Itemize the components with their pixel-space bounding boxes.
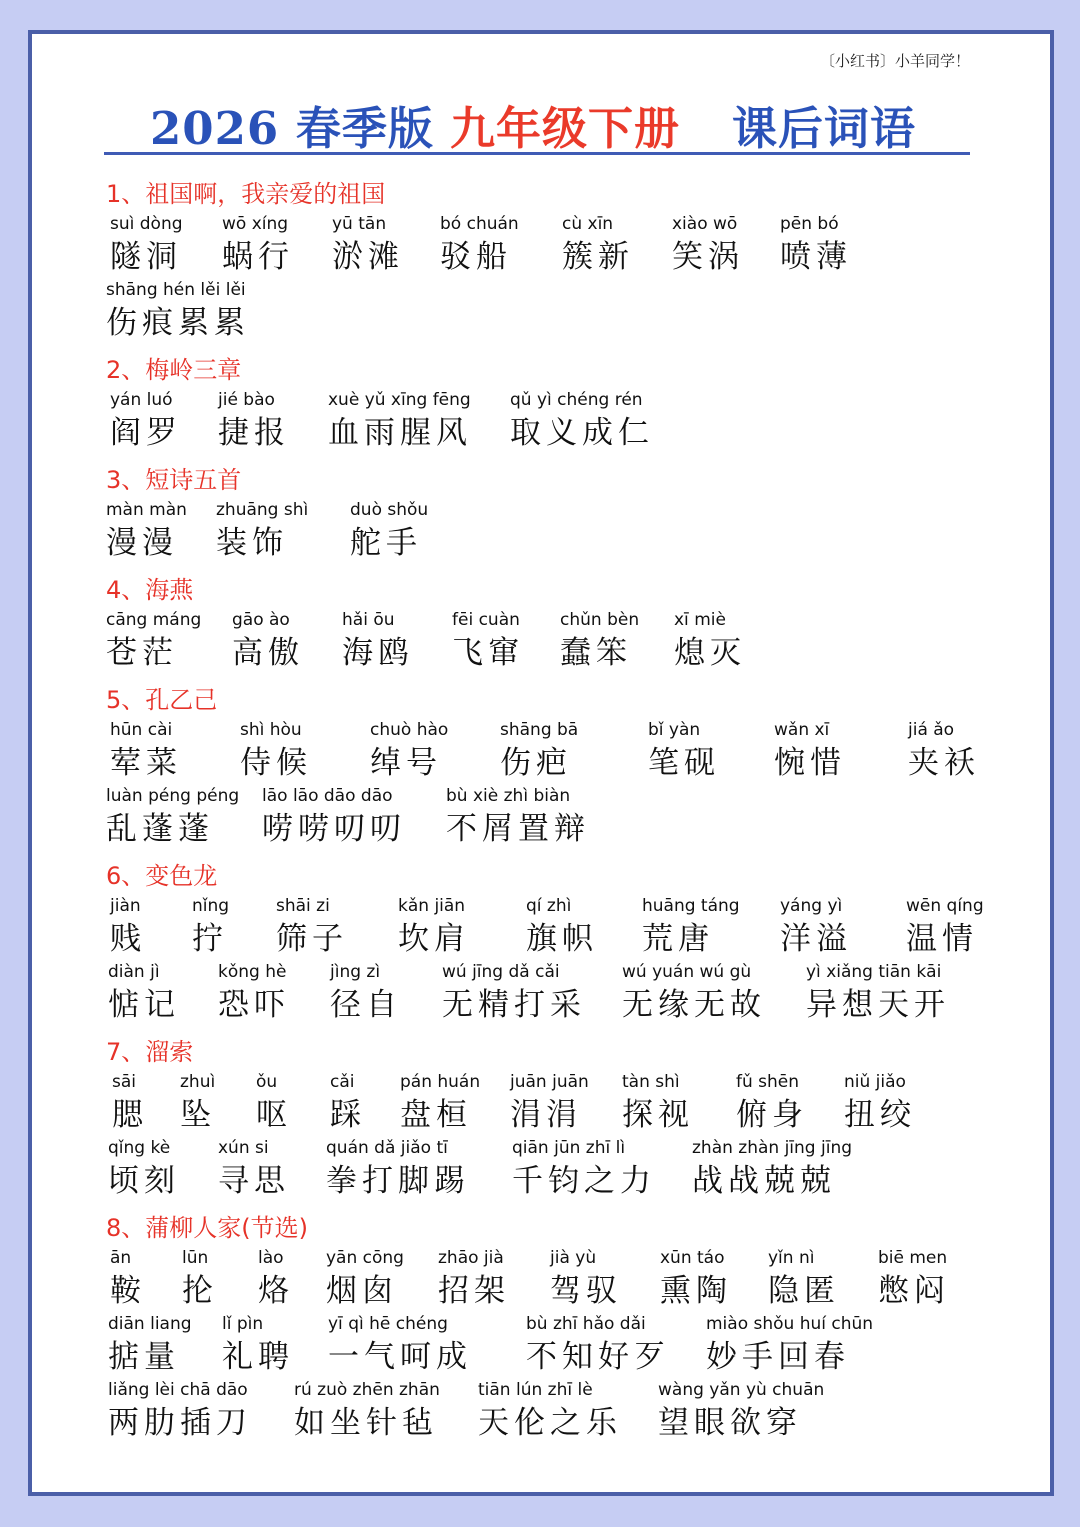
vocab-word [342, 610, 414, 672]
pinyin: yī qì hē chéng [328, 1314, 448, 1334]
pinyin: luàn péng péng [106, 786, 240, 806]
vocab-word [326, 1248, 404, 1310]
chinese-word: 鞍 [110, 1273, 146, 1309]
pinyin: lāo lāo dāo dāo [262, 786, 393, 806]
title-edition: 2026 春季版 [150, 102, 434, 155]
chinese-word: 洋溢 [780, 921, 852, 957]
chinese-word: 千钧之力 [512, 1163, 656, 1199]
pinyin: cù xīn [562, 214, 614, 234]
vocab-word [642, 896, 740, 958]
chinese-word: 礼聘 [222, 1339, 294, 1375]
pinyin: qiān jūn zhī lì [512, 1138, 626, 1158]
vocab-word [110, 214, 183, 276]
vocab-word [240, 720, 312, 782]
vocab-word [110, 1248, 146, 1310]
pinyin: wǎn xī [774, 720, 830, 740]
pinyin: biē men [878, 1248, 948, 1268]
chinese-word: 荒唐 [642, 921, 714, 957]
chinese-word: 掂量 [108, 1339, 180, 1375]
chinese-word: 侍候 [240, 745, 312, 781]
chinese-word: 坎肩 [398, 921, 470, 957]
vocab-word [906, 896, 984, 958]
vocab-word [218, 1138, 290, 1200]
vocab-word [106, 786, 239, 848]
pinyin: lǐ pìn [222, 1314, 264, 1334]
chinese-word: 妙手回春 [706, 1339, 850, 1375]
vocab-word [510, 390, 654, 452]
page-title [104, 92, 970, 155]
chinese-word: 笑涡 [672, 239, 744, 275]
vocab-word [440, 214, 519, 276]
vocab-word [774, 720, 846, 782]
vocab-word [106, 500, 187, 562]
pinyin: wú yuán wú gù [622, 962, 752, 982]
chinese-word: 拧 [192, 921, 228, 957]
pinyin: xuè yǔ xīng fēng [328, 390, 471, 410]
vocab-word [660, 1248, 732, 1310]
pinyin: jìng zì [330, 962, 381, 982]
vocab-word [478, 1380, 622, 1442]
pinyin: wú jīng dǎ cǎi [442, 962, 560, 982]
chinese-word: 取义成仁 [510, 415, 654, 451]
vocab-word [908, 720, 980, 782]
chinese-word: 血雨腥风 [328, 415, 472, 451]
chinese-word: 扭绞 [844, 1097, 916, 1133]
pinyin: màn màn [106, 500, 187, 520]
vocab-word [218, 962, 290, 1024]
vocab-word [446, 786, 590, 848]
pinyin: quán dǎ jiǎo tī [326, 1138, 448, 1158]
section-title: 7、溜索 [106, 1038, 194, 1066]
pinyin: nǐng [192, 896, 230, 916]
pinyin: wàng yǎn yù chuān [658, 1380, 825, 1400]
pinyin: wēn qíng [906, 896, 984, 916]
chinese-word: 探视 [622, 1097, 694, 1133]
vocab-word [878, 1248, 950, 1310]
chinese-word: 不屑置辩 [446, 811, 590, 847]
section-title: 3、短诗五首 [106, 466, 242, 494]
chinese-word: 驾驭 [550, 1273, 622, 1309]
chinese-word: 招架 [438, 1273, 510, 1309]
vocab-word [222, 1314, 294, 1376]
pinyin: liǎng lèi chā dāo [108, 1380, 248, 1400]
pinyin: diàn jì [108, 962, 160, 982]
vocab-word [330, 1072, 366, 1134]
chinese-word: 无缘无故 [622, 987, 766, 1023]
section-title: 4、海燕 [106, 576, 194, 604]
vocab-word [560, 610, 639, 672]
vocab-word [112, 1072, 148, 1134]
vocab-word [110, 720, 182, 782]
vocab-word [452, 610, 524, 672]
pinyin: sāi [112, 1072, 136, 1092]
pinyin: lào [258, 1248, 284, 1268]
chinese-word: 异想天开 [806, 987, 950, 1023]
vocab-word [500, 720, 578, 782]
pinyin: shāng hén lěi lěi [106, 280, 246, 300]
vocab-word [182, 1248, 218, 1310]
pinyin: zhuì [180, 1072, 216, 1092]
pinyin: yān cōng [326, 1248, 404, 1268]
section-title: 8、蒲柳人家(节选) [106, 1214, 308, 1242]
vocab-word [442, 962, 586, 1024]
chinese-word: 盘桓 [400, 1097, 472, 1133]
pinyin: tiān lún zhī lè [478, 1380, 593, 1400]
pinyin: jiàn [110, 896, 141, 916]
pinyin: zhuāng shì [216, 500, 309, 520]
chinese-word: 顷刻 [108, 1163, 180, 1199]
chinese-word: 熏陶 [660, 1273, 732, 1309]
vocab-word [768, 1248, 840, 1310]
vocab-word [218, 390, 290, 452]
pinyin: yáng yì [780, 896, 843, 916]
vocab-word [706, 1314, 873, 1376]
vocab-word [550, 1248, 622, 1310]
pinyin: zhāo jià [438, 1248, 504, 1268]
chinese-word: 舵手 [350, 525, 422, 561]
pinyin: kǎn jiān [398, 896, 466, 916]
pinyin: gāo ào [232, 610, 290, 630]
pinyin: duò shǒu [350, 500, 429, 520]
section-title: 2、梅岭三章 [106, 356, 242, 384]
pinyin: diān liang [108, 1314, 192, 1334]
vocab-word [326, 1138, 470, 1200]
vocab-word [258, 1248, 294, 1310]
chinese-word: 乱蓬蓬 [106, 811, 214, 847]
chinese-word: 熄灭 [674, 635, 746, 671]
vocab-word [276, 896, 348, 958]
chinese-word: 伤痕累累 [106, 305, 250, 341]
chinese-word: 拳打脚踢 [326, 1163, 470, 1199]
chinese-word: 呕 [256, 1097, 292, 1133]
chinese-word: 望眼欲穿 [658, 1405, 802, 1441]
chinese-word: 一气呵成 [328, 1339, 472, 1375]
vocab-word [350, 500, 428, 562]
pinyin: xī miè [674, 610, 726, 630]
pinyin: pēn bó [780, 214, 839, 234]
vocab-word [262, 786, 406, 848]
chinese-word: 淤滩 [332, 239, 404, 275]
chinese-word: 海鸥 [342, 635, 414, 671]
pinyin: yǐn nì [768, 1248, 815, 1268]
pinyin: qǐng kè [108, 1138, 171, 1158]
chinese-word: 筛子 [276, 921, 348, 957]
pinyin: hǎi ōu [342, 610, 395, 630]
pinyin: miào shǒu huí chūn [706, 1314, 874, 1334]
chinese-word: 恐吓 [218, 987, 290, 1023]
pinyin: yì xiǎng tiān kāi [806, 962, 942, 982]
chinese-word: 腮 [112, 1097, 148, 1133]
chinese-word: 坠 [180, 1097, 216, 1133]
chinese-word: 高傲 [232, 635, 304, 671]
pinyin: ān [110, 1248, 132, 1268]
pinyin: shì hòu [240, 720, 302, 740]
pinyin: jié bào [218, 390, 275, 410]
pinyin: wō xíng [222, 214, 289, 234]
vocab-word [648, 720, 720, 782]
pinyin: lūn [182, 1248, 209, 1268]
pinyin: bó chuán [440, 214, 519, 234]
pinyin: tàn shì [622, 1072, 680, 1092]
chinese-word: 荤菜 [110, 745, 182, 781]
pinyin: chǔn bèn [560, 610, 640, 630]
chinese-word: 漫漫 [106, 525, 178, 561]
chinese-word: 捷报 [218, 415, 290, 451]
pinyin: shāi zi [276, 896, 330, 916]
pinyin: xiào wō [672, 214, 738, 234]
pinyin: kǒng hè [218, 962, 287, 982]
chinese-word: 隧洞 [110, 239, 182, 275]
chinese-word: 装饰 [216, 525, 288, 561]
vocab-word [232, 610, 304, 672]
vocab-word [526, 1314, 670, 1376]
vocab-word [192, 896, 229, 958]
chinese-word: 温情 [906, 921, 978, 957]
pinyin: fǔ shēn [736, 1072, 800, 1092]
vocab-word [110, 896, 146, 958]
chinese-word: 无精打采 [442, 987, 586, 1023]
vocab-word [510, 1072, 589, 1134]
title-grade: 九年级下册 [450, 102, 681, 155]
chinese-word: 苍茫 [106, 635, 178, 671]
vocab-word [736, 1072, 808, 1134]
vocab-word [658, 1380, 824, 1442]
chinese-word: 惋惜 [774, 745, 846, 781]
pinyin: bǐ yàn [648, 720, 701, 740]
vocab-word [398, 896, 470, 958]
vocab-word [328, 390, 472, 452]
vocab-word [216, 500, 308, 562]
chinese-word: 飞窜 [452, 635, 524, 671]
vocab-word [108, 1138, 180, 1200]
chinese-word: 寻思 [218, 1163, 290, 1199]
vocab-word [330, 962, 402, 1024]
pinyin: bù zhī hǎo dǎi [526, 1314, 646, 1334]
chinese-word: 笔砚 [648, 745, 720, 781]
pinyin: shāng bā [500, 720, 579, 740]
vocab-word [674, 610, 746, 672]
pinyin: juān juān [510, 1072, 589, 1092]
vocab-word [180, 1072, 216, 1134]
pinyin: zhàn zhàn jīng jīng [692, 1138, 853, 1158]
chinese-word: 涓涓 [510, 1097, 582, 1133]
vocab-word [370, 720, 448, 782]
pinyin: hūn cài [110, 720, 173, 740]
vocab-word [844, 1072, 916, 1134]
vocab-word [328, 1314, 472, 1376]
chinese-word: 不知好歹 [526, 1339, 670, 1375]
vocab-word [512, 1138, 656, 1200]
vocab-word [692, 1138, 852, 1200]
vocab-word [222, 214, 294, 276]
pinyin: rú zuò zhēn zhān [294, 1380, 440, 1400]
chinese-word: 战战兢兢 [692, 1163, 836, 1199]
pinyin: jiá ǎo [908, 720, 955, 740]
chinese-word: 伤疤 [500, 745, 572, 781]
vocab-word [106, 610, 201, 672]
pinyin: qí zhì [526, 896, 572, 916]
pinyin: ǒu [256, 1072, 278, 1092]
chinese-word: 如坐针毡 [294, 1405, 438, 1441]
chinese-word: 喷薄 [780, 239, 852, 275]
chinese-word: 隐匿 [768, 1273, 840, 1309]
pinyin: niǔ jiǎo [844, 1072, 906, 1092]
chinese-word: 惦记 [108, 987, 180, 1023]
vocab-word [108, 1314, 192, 1376]
vocab-word [780, 214, 852, 276]
chinese-word: 阎罗 [110, 415, 182, 451]
chinese-word: 烙 [258, 1273, 294, 1309]
vocab-word [562, 214, 634, 276]
vocab-word [108, 1380, 252, 1442]
chinese-word: 蠢笨 [560, 635, 632, 671]
vocab-word [526, 896, 598, 958]
vocab-word [672, 214, 744, 276]
vocab-word [400, 1072, 480, 1134]
pinyin: yán luó [110, 390, 173, 410]
chinese-word: 烟囱 [326, 1273, 398, 1309]
vocab-word [256, 1072, 292, 1134]
vocab-word [294, 1380, 440, 1442]
pinyin: qǔ yì chéng rén [510, 390, 643, 410]
chinese-word: 唠唠叨叨 [262, 811, 406, 847]
pinyin: cǎi [330, 1072, 355, 1092]
chinese-word: 抡 [182, 1273, 218, 1309]
chinese-word: 贱 [110, 921, 146, 957]
chinese-word: 绰号 [370, 745, 442, 781]
vocab-word [806, 962, 950, 1024]
chinese-word: 憋闷 [878, 1273, 950, 1309]
pinyin: xún si [218, 1138, 269, 1158]
vocab-word [622, 1072, 694, 1134]
pinyin: yū tān [332, 214, 387, 234]
pinyin: fēi cuàn [452, 610, 520, 630]
vocab-word [106, 280, 250, 342]
section-title: 6、变色龙 [106, 862, 218, 890]
chinese-word: 踩 [330, 1097, 366, 1133]
section-title: 5、孔乙己 [106, 686, 218, 714]
pinyin: jià yù [550, 1248, 597, 1268]
pinyin: bù xiè zhì biàn [446, 786, 571, 806]
chinese-word: 蜗行 [222, 239, 294, 275]
pinyin: cāng máng [106, 610, 202, 630]
vocab-word [110, 390, 182, 452]
section-title: 1、祖国啊，我亲爱的祖国 [106, 180, 386, 208]
watermark: 〔小红书〕小羊同学！ [819, 52, 970, 70]
pinyin: chuò hào [370, 720, 449, 740]
chinese-word: 旗帜 [526, 921, 598, 957]
vocab-word [438, 1248, 510, 1310]
chinese-word: 驳船 [440, 239, 512, 275]
chinese-word: 夹袄 [908, 745, 980, 781]
vocab-word [622, 962, 766, 1024]
vocab-word [108, 962, 180, 1024]
chinese-word: 径自 [330, 987, 402, 1023]
chinese-word: 两肋插刀 [108, 1405, 252, 1441]
chinese-word: 俯身 [736, 1097, 808, 1133]
pinyin: huāng táng [642, 896, 740, 916]
vocab-word [780, 896, 852, 958]
vocab-word [332, 214, 404, 276]
chinese-word: 簇新 [562, 239, 634, 275]
chinese-word: 天伦之乐 [478, 1405, 622, 1441]
pinyin: xūn táo [660, 1248, 725, 1268]
title-topic: 课后词语 [732, 102, 917, 155]
pinyin: suì dòng [110, 214, 183, 234]
pinyin: pán huán [400, 1072, 481, 1092]
